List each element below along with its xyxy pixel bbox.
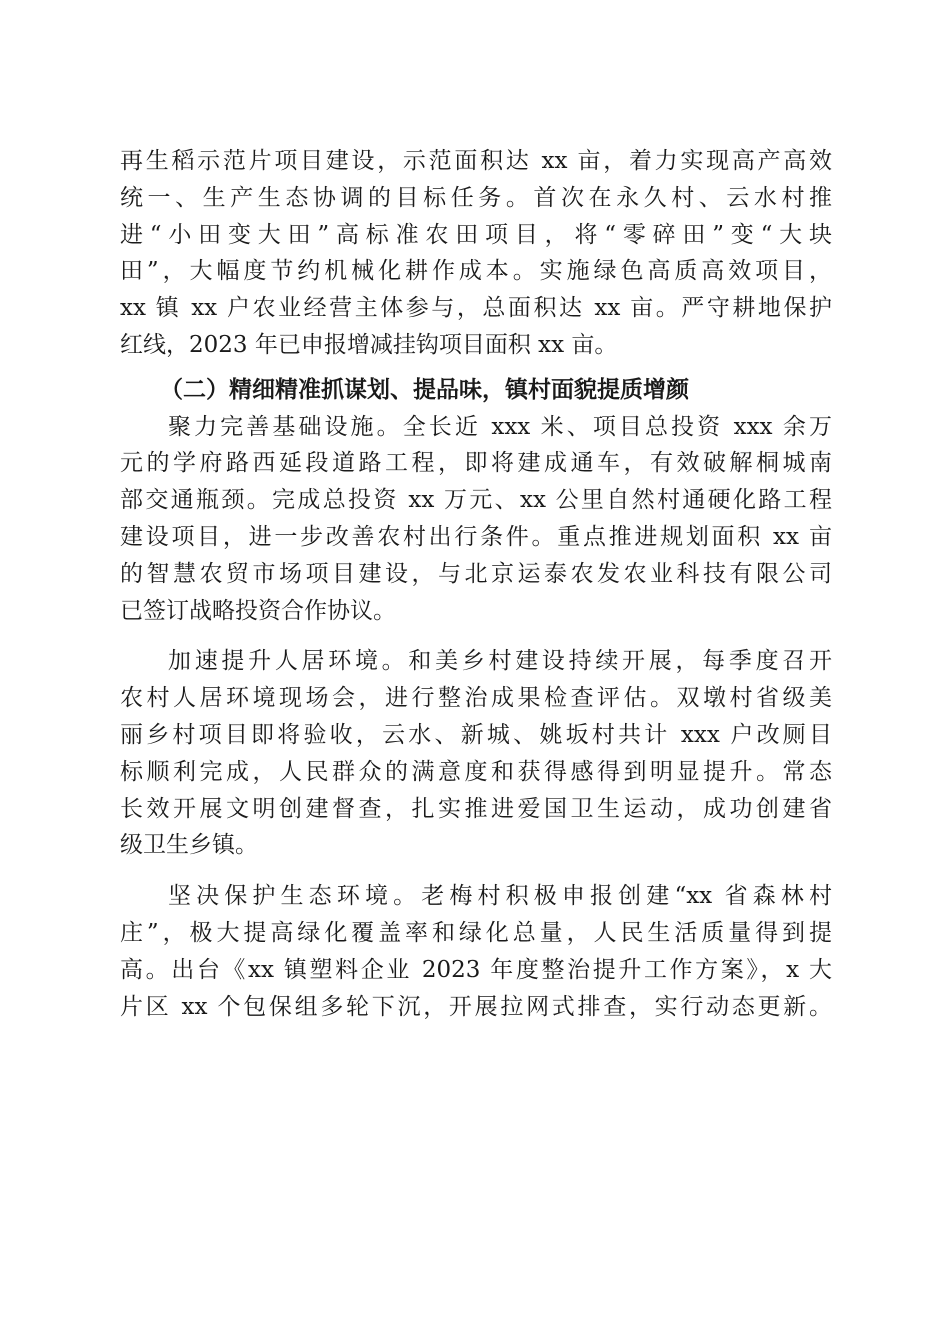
section-heading: （二）精细精准抓谋划、提品味，镇村面貌提质增颜 (160, 375, 689, 403)
text-line: 级卫生乡镇。 (120, 832, 258, 859)
text-line: 建设项目，进一步改善农村出行条件。重点推进规划面积 xx 亩 (120, 523, 832, 550)
document-page (120, 143, 832, 1025)
text-line: 进“小田变大田”高标准农田项目，将“零碎田”变“大块 (120, 221, 832, 248)
text-line: 标顺利完成，人民群众的满意度和获得感得到明显提升。常态 (120, 758, 832, 785)
text-line: 片区 xx 个包保组多轮下沉，开展拉网式排查，实行动态更新。 (120, 993, 832, 1020)
paragraph-living-environment (120, 643, 832, 864)
text-line: 红线，2023 年已申报增减挂钩项目面积 xx 亩。 (120, 331, 618, 358)
text-line: 加速提升人居环境。和美乡村建设持续开展，每季度召开 (168, 648, 832, 675)
text-line: 再生稻示范片项目建设，示范面积达 xx 亩，着力实现高产高效 (120, 148, 832, 174)
text-line: 元的学府路西延段道路工程，即将建成通车，有效破解桐城南 (120, 450, 832, 477)
text-line: 已签订战略投资合作协议。 (120, 597, 396, 624)
text-line: 的智慧农贸市场项目建设，与北京运泰农发农业科技有限公司 (120, 560, 832, 587)
text-line: 部交通瓶颈。完成总投资 xx 万元、xx 公里自然村通硬化路工程 (120, 487, 832, 514)
text-line: 统一、生产生态协调的目标任务。首次在永久村、云水村推 (120, 184, 832, 211)
text-line: 庄”，极大提高绿化覆盖率和绿化总量，人民生活质量得到提 (120, 919, 832, 946)
text-line: 长效开展文明创建督查，扎实推进爱国卫生运动，成功创建省 (120, 795, 832, 822)
paragraph-agriculture (120, 143, 832, 364)
paragraph-infrastructure (120, 409, 832, 630)
text-line: 高。出台《xx 镇塑料企业 2023 年度整治提升工作方案》，x 大 (120, 956, 832, 983)
text-line: 田”，大幅度节约机械化耕作成本。实施绿色高质高效项目， (120, 258, 832, 285)
text-line: 聚力完善基础设施。全长近 xxx 米、项目总投资 xxx 余万 (168, 413, 832, 440)
text-line: xx 镇 xx 户农业经营主体参与，总面积达 xx 亩。严守耕地保护 (120, 295, 832, 322)
text-line: 农村人居环境现场会，进行整治成果检查评估。双墩村省级美 (120, 685, 832, 712)
text-line: 丽乡村项目即将验收，云水、新城、姚坂村共计 xxx 户改厕目 (120, 721, 832, 748)
text-line: 坚决保护生态环境。老梅村积极申报创建“xx 省森林村 (168, 883, 832, 910)
paragraph-ecology (120, 878, 832, 1025)
